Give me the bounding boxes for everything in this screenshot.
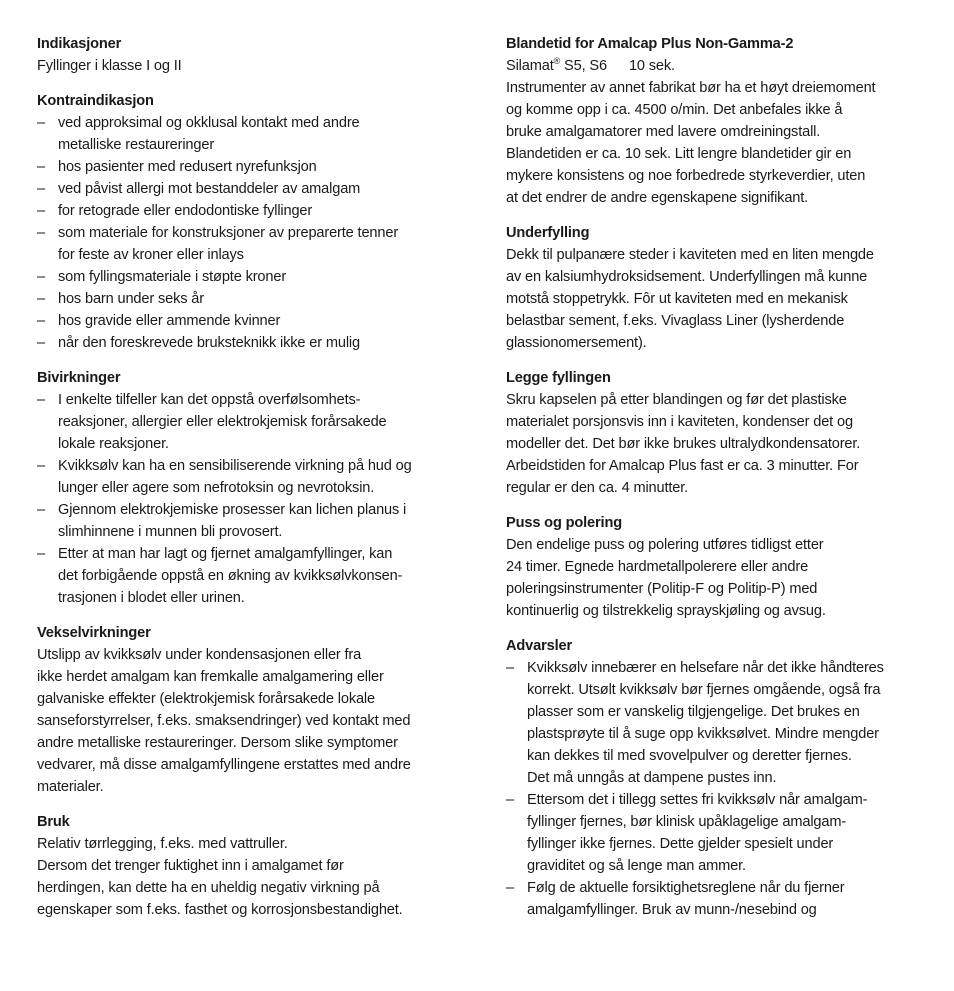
dash-bullet: – <box>37 203 45 219</box>
section-interactions <box>37 622 457 798</box>
section-contraindications <box>37 90 457 354</box>
dash-bullet: – <box>506 660 514 676</box>
list-item <box>37 389 457 455</box>
list-item-text: for retograde eller endodontiske fyllinger <box>58 203 313 219</box>
list-item <box>37 310 457 332</box>
list-item <box>37 499 457 543</box>
list-item-text: hos pasienter med redusert nyrefunksjon <box>58 159 317 175</box>
list-item-text: hos gravide eller ammende kvinner <box>58 313 281 329</box>
list-item <box>37 332 457 354</box>
list-item-text: I enkelte tilfeller kan det oppstå overfølsomhets- reaksjoner, allergier eller elektrokjemisk forårsakede lokale reaksjoner. <box>58 392 387 452</box>
list-item <box>37 543 457 609</box>
section-polishing <box>506 512 926 622</box>
list-item-text: Ettersom det i tillegg settes fri kvikksølv når amalgam- fyllinger fjernes, bør klinisk upåklagelige amalgam- fyllinger ikke fjernes. Dette gjelder spesielt under graviditet og så lenge man ammer. <box>527 792 868 874</box>
list-item <box>37 222 457 266</box>
section-mixing-time <box>506 33 926 209</box>
dash-list <box>37 389 457 609</box>
section-side-effects <box>37 367 457 609</box>
section-placing <box>506 367 926 499</box>
dash-bullet: – <box>37 159 45 175</box>
section-heading: Kontraindikasjon <box>37 93 154 109</box>
section-warnings <box>506 635 926 921</box>
list-item <box>506 877 926 921</box>
section-heading: Blandetid for Amalcap Plus Non-Gamma-2 <box>506 36 794 52</box>
list-item-text: som materiale for konstruksjoner av preparerte tenner for feste av kroner eller inlays <box>58 225 399 263</box>
list-item-text: ved approksimal og okklusal kontakt med andre metalliske restaureringer <box>58 115 360 153</box>
list-item-text: Etter at man har lagt og fjernet amalgamfyllinger, kan det forbigående oppstå en økning av kvikksølvkonsen- trasjonen i blodet eller urinen. <box>58 546 403 606</box>
dash-bullet: – <box>37 115 45 131</box>
list-item <box>506 657 926 789</box>
list-item <box>506 789 926 877</box>
dash-bullet: – <box>37 392 45 408</box>
dash-bullet: – <box>37 225 45 241</box>
registered-mark: ® <box>553 56 561 67</box>
section-text: Den endelige puss og polering utføres tidligst etter 24 timer. Egnede hardmetallpolerere eller andre poleringsinstrumenter (Politip-F og Politip-P) med kontinuerlig og tilstrekkelig sprayskjøling og avsug. <box>506 537 826 619</box>
list-item-text: som fyllingsmateriale i støpte kroner <box>58 269 287 285</box>
dash-bullet: – <box>37 313 45 329</box>
section-text: Instrumenter av annet fabrikat bør ha et høyt dreiemoment og komme opp i ca. 4500 o/min. Det anbefales ikke å bruke amalgamatorer med lavere omdreiningstall. Blandetiden er ca. 10 sek. Litt lengre blandetider gir en mykere konsistens og noe forbedrede styrkeverdier, uten at det endrer de andre egenskapene signifikant. <box>506 80 876 206</box>
dash-bullet: – <box>506 792 514 808</box>
section-heading: Vekselvirkninger <box>37 625 151 641</box>
dash-bullet: – <box>37 269 45 285</box>
dash-list <box>37 112 457 354</box>
dash-bullet: – <box>37 458 45 474</box>
list-item-text: hos barn under seks år <box>58 291 204 307</box>
silamat-brand: Silamat <box>506 58 554 74</box>
left-column <box>37 33 457 934</box>
list-item <box>37 178 457 200</box>
dash-bullet: – <box>37 502 45 518</box>
dash-bullet: – <box>37 181 45 197</box>
list-item-text: Kvikksølv kan ha en sensibiliserende virkning på hud og lunger eller agere som nefrotoksin og nevrotoksin. <box>58 458 412 496</box>
list-item <box>37 200 457 222</box>
section-use <box>37 811 457 921</box>
section-heading: Legge fyllingen <box>506 370 611 386</box>
dash-bullet: – <box>37 335 45 351</box>
list-item <box>37 112 457 156</box>
silamat-setting-row <box>506 55 926 77</box>
section-underfilling <box>506 222 926 354</box>
list-item <box>37 288 457 310</box>
list-item-text: Gjennom elektrokjemiske prosesser kan lichen planus i slimhinnene i munnen bli provosert. <box>58 502 407 540</box>
section-heading: Puss og polering <box>506 515 622 531</box>
section-heading: Bivirkninger <box>37 370 121 386</box>
silamat-models: S5, S6 <box>560 58 607 74</box>
list-item-text: Følg de aktuelle forsiktighetsreglene når du fjerner amalgamfyllinger. Bruk av munn-/nesebind og <box>527 880 845 918</box>
section-heading: Advarsler <box>506 638 572 654</box>
list-item <box>37 156 457 178</box>
silamat-time: 10 sek. <box>628 58 675 74</box>
dash-bullet: – <box>37 546 45 562</box>
section-text: Skru kapselen på etter blandingen og før det plastiske materialet porsjonsvis inn i kaviteten, kondenser det og modeller det. Det bør ikke brukes ultralydkondensatorer. Arbeidstiden for Amalcap Plus fast er ca. 3 minutter. For regular er den ca. 4 minutter. <box>506 392 861 496</box>
dash-bullet: – <box>37 291 45 307</box>
list-item-text: ved påvist allergi mot bestanddeler av amalgam <box>58 181 361 197</box>
section-text: Fyllinger i klasse I og II <box>37 58 182 74</box>
list-item-text: når den foreskrevede bruksteknikk ikke er mulig <box>58 335 360 351</box>
section-text: Relativ tørrlegging, f.eks. med vattruller. Dersom det trenger fuktighet inn i amalgamet før herdingen, kan dette ha en uheldig negativ virkning på egenskaper som f.eks. fasthet og korrosjonsbestandighet. <box>37 836 403 918</box>
section-heading: Bruk <box>37 814 70 830</box>
section-text: Utslipp av kvikksølv under kondensasjonen eller fra ikke herdet amalgam kan fremkalle amalgamering eller galvaniske effekter (elektrokjemisk forårsakede lokale sanseforstyrrelser, f.eks. smaksendringer) ved kontakt med andre metalliske restaureringer. Dersom slike symptomer vedvarer, må disse amalgamfyllingene erstattes med andre materialer. <box>37 647 411 795</box>
list-item <box>37 455 457 499</box>
right-column <box>506 33 926 934</box>
list-item <box>37 266 457 288</box>
section-heading: Underfylling <box>506 225 590 241</box>
section-text: Dekk til pulpanære steder i kaviteten med en liten mengde av en kalsiumhydroksidsement. Underfyllingen må kunne motstå stoppetrykk. Fôr ut kaviteten med en mekanisk belastbar sement, f.eks. Vivaglass Liner (lysherdende glassionomersement). <box>506 247 874 351</box>
section-heading: Indikasjoner <box>37 36 122 52</box>
dash-bullet: – <box>506 880 514 896</box>
section-indications <box>37 33 457 77</box>
list-item-text: Kvikksølv innebærer en helsefare når det ikke håndteres korrekt. Utsølt kvikksølv bør fjernes omgående, også fra plasser som er vanskelig tilgjengelige. Det brukes en plastsprøyte til å suge opp kvikksølvet. Mindre mengder kan dekkes til med svovelpulver og deretter fjernes. Det må unngås at dampene pustes inn. <box>527 660 884 786</box>
dash-list <box>506 657 926 921</box>
